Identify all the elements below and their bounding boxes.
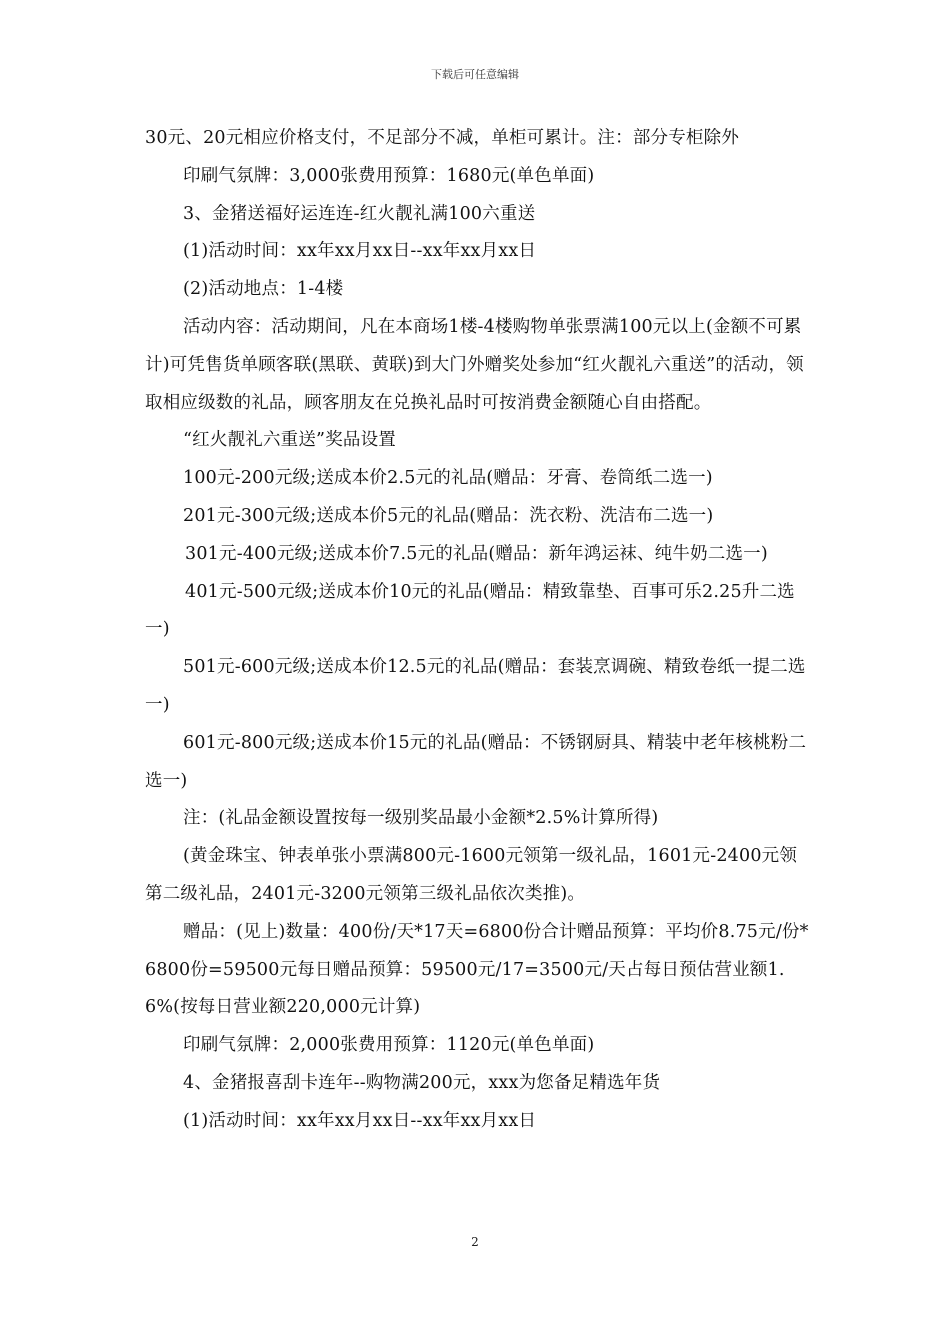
prize-tier-2: 201元-300元级;送成本价5元的礼品(赠品：洗衣粉、洗洁布二选一) (183, 505, 714, 526)
activity-content: 活动内容：活动期间，凡在本商场1楼-4楼购物单张票满100元以上(金额不可累计)可凭售货单顾客联(黑联、黄联)到大门外赠奖处参加“红火靓礼六重送”的活动，领取相应级数的礼品，顾客朋友在兑换礼品时可按消费金额随心自由搭配。 (145, 316, 804, 413)
activity-location: (2)活动地点：1-4楼 (183, 279, 344, 300)
prize-settings-title: “红火靓礼六重送”奖品设置 (183, 430, 396, 451)
gift-budget: 赠品：(见上)数量：400份/天*17天=6800份合计赠品预算：平均价8.75元/份*6800份=59500元每日赠品预算：59500元/17=3500元/天占每日预估营业额1.6%(按每日营业额220,000元计算) (145, 921, 809, 1018)
prize-tier-3: 301元-400元级;送成本价7.5元的礼品(赠品：新年鸿运袜、纯牛奶二选一) (185, 543, 768, 564)
document-body (145, 120, 811, 1141)
prize-note: 注：(礼品金额设置按每一级别奖品最小金额*2.5%计算所得) (183, 808, 659, 829)
activity-time-2: (1)活动时间：xx年xx月xx日--xx年xx月xx日 (183, 1110, 537, 1131)
prize-tier-5: 501元-600元级;送成本价12.5元的礼品(赠品：套装烹调碗、精致卷纸一提二选一) (145, 657, 806, 715)
jewelry-note: (黄金珠宝、钟表单张小票满800元-1600元领第一级礼品，1601元-2400元领第二级礼品，2401元-3200元领第三级礼品依次类推)。 (145, 846, 798, 904)
prize-tier-6: 601元-800元级;送成本价15元的礼品(赠品：不锈钢厨具、精装中老年核桃粉二选一) (145, 732, 807, 791)
page-number: 2 (471, 1235, 479, 1249)
section-heading-3: 3、金猪送福好运连连-红火靓礼满100六重送 (183, 203, 536, 224)
paragraph-print-budget-1: 印刷气氛牌：3,000张费用预算：1680元(单色单面) (183, 165, 595, 186)
section-heading-4: 4、金猪报喜刮卡连年--购物满200元，xxx为您备足精选年货 (183, 1072, 661, 1093)
page-header: 下载后可任意编辑 (431, 68, 519, 81)
prize-tier-1: 100元-200元级;送成本价2.5元的礼品(赠品：牙膏、卷筒纸二选一) (183, 468, 713, 489)
paragraph-print-budget-2: 印刷气氛牌：2,000张费用预算：1120元(单色单面) (183, 1035, 595, 1056)
activity-time-1: (1)活动时间：xx年xx月xx日--xx年xx月xx日 (183, 241, 537, 262)
prize-tier-4: 401元-500元级;送成本价10元的礼品(赠品：精致靠垫、百事可乐2.25升二选一) (145, 581, 795, 640)
paragraph-continuation: 30元、20元相应价格支付，不足部分不减，单柜可累计。注：部分专柜除外 (145, 128, 740, 148)
